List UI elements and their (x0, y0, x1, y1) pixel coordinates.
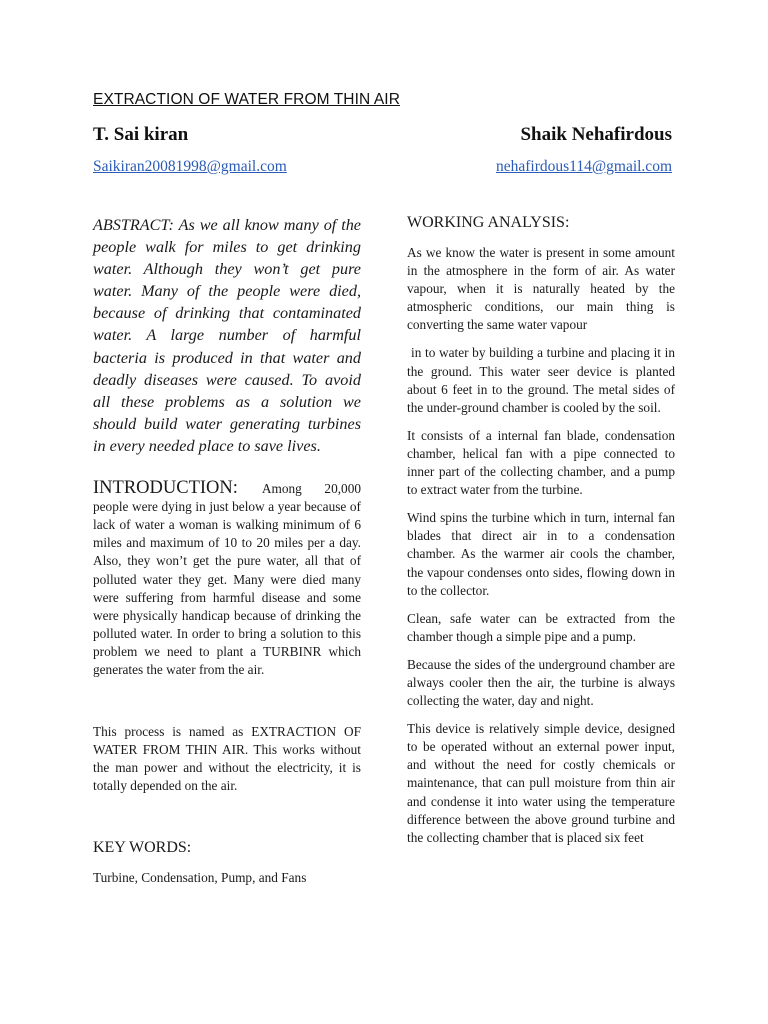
keywords-heading: KEY WORDS: (93, 839, 192, 857)
abstract: ABSTRACT: As we all know many of the people walk for miles to get drinking water. Although they won’t get pure water. Many of the people were died, because of drinking that contaminated water. A large number of harmful bacteria is produced in that water and deadly diseases were caused. To avoid all these problems as a solution we should build water generating turbines in every needed place to save lives. (93, 216, 361, 455)
working-analysis-paragraph: in to water by building a turbine and placing it in the ground. This water seer device is planted about 6 feet in to the ground. The metal sides of the under-ground chamber is cooled by the soil. (407, 345, 675, 415)
working-analysis-paragraph: This device is relatively simple device, designed to be operated without an external power input, and without the need for costly chemicals or maintenance, that can pull moisture from thin air and condense it into water using the temperature difference between the above ground turbine and the collecting chamber that is placed six feet (407, 721, 675, 845)
introduction-heading: INTRODUCTION: (93, 478, 262, 499)
introduction (93, 479, 361, 679)
working-analysis-paragraph: Clean, safe water can be extracted from the chamber though a simple pipe and a pump. (407, 610, 675, 644)
author-2-email-link[interactable]: nehafirdous114@gmail.com (496, 158, 672, 175)
introduction-paragraph-2: This process is named as EXTRACTION OF WATER FROM THIN AIR. This works without the man power and without the electricity, it is totally depended on the air. (93, 724, 361, 794)
working-analysis-heading: WORKING ANALYSIS: (407, 214, 570, 231)
author-1-email-link[interactable]: Saikiran20081998@gmail.com (93, 158, 287, 175)
working-analysis-paragraph: Wind spins the turbine which in turn, internal fan blades that direct air in to a condensation chamber. As the warmer air cools the chamber, the vapour condenses onto sides, flowing down in to the collector. (407, 510, 675, 598)
working-analysis-paragraph: It consists of a internal fan blade, condensation chamber, helical fan with a pipe connected to inner part of the collecting chamber, and a pump to extract water from the turbine. (407, 427, 675, 498)
keywords-text: Turbine, Condensation, Pump, and Fans (93, 870, 307, 886)
right-column (407, 214, 675, 857)
author-1-name: T. Sai kiran (93, 124, 189, 145)
working-analysis-paragraph: Because the sides of the underground chamber are always cooler then the air, the turbine is always collecting the water, day and night. (407, 656, 675, 709)
paper-title: EXTRACTION OF WATER FROM THIN AIR (93, 91, 400, 108)
working-analysis-paragraph: As we know the water is present in some amount in the atmosphere in the form of air. As water vapour, when it is naturally heated by the atmospheric conditions, our main thing is converting the same water vapour (407, 245, 675, 333)
author-2-name: Shaik Nehafirdous (520, 124, 672, 145)
left-column (93, 214, 361, 888)
introduction-text: Among 20,000 people were dying in just below a year because of lack of water a woman is walking minimum of 6 miles and maximum of 10 to 20 miles per a day. Also, they won’t get the pure water, all that of polluted water they get. Many were died many were suffering from harmful disease and some were physically handicap because of drinking the polluted water. In order to bring a solution to this problem we need to plant a TURBINR which generates the water from the air. (93, 481, 361, 677)
